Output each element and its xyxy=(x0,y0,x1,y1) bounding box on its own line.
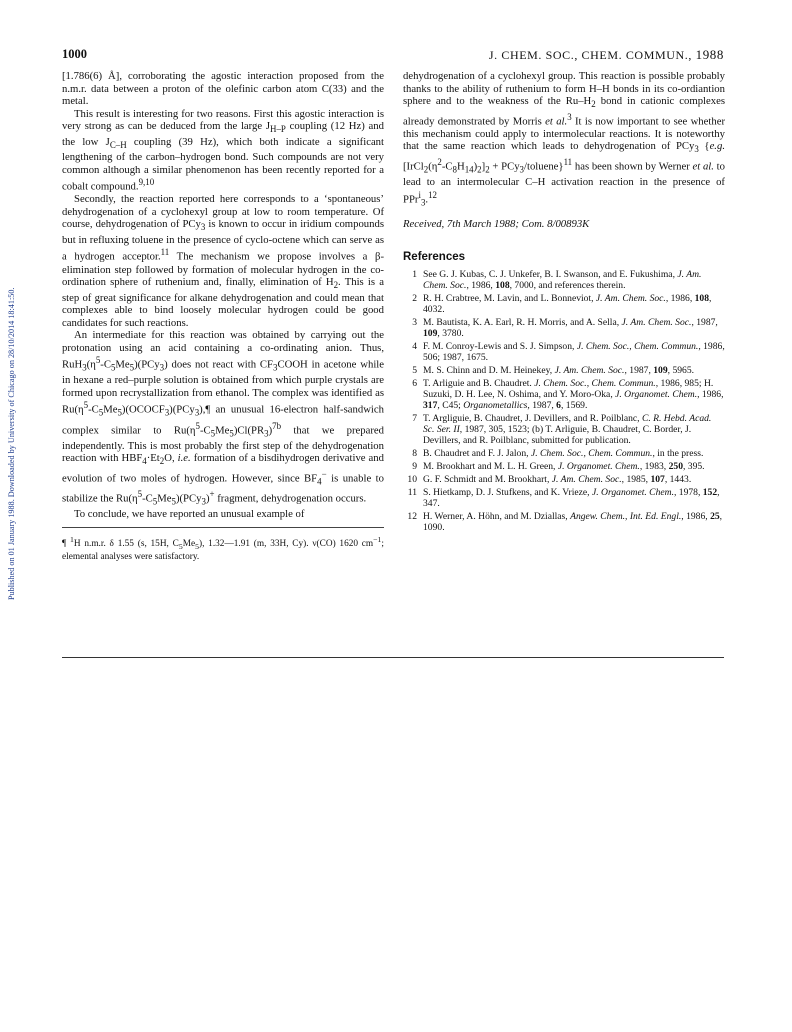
reference-number: 1 xyxy=(412,268,417,280)
reference-item xyxy=(403,317,725,339)
reference-text: B. Chaudret and F. J. Jalon, J. Chem. Soc., Chem. Commun., in the press. xyxy=(423,447,704,459)
reference-text: F. M. Conroy-Lewis and S. J. Simpson, J. Chem. Soc., Chem. Commun., 1986, 506; 1987, 1675. xyxy=(423,340,725,363)
reference-number: 5 xyxy=(412,364,417,376)
reference-number: 11 xyxy=(407,486,417,498)
reference-number: 8 xyxy=(412,447,417,459)
received-line: Received, 7th March 1988; Com. 8/00893K xyxy=(403,217,590,230)
paragraph: An intermediate for this reaction was obtained by carrying out the protonation using an acid containing a co-ordinating anion. Thus, $RuH_3(\eta^5-C_5Me_5)(PCy_3)$ does not react with $CF_3COOH$ in acetone while in hexane a red–purple solution is obtained from which purple crystals are formed upon recrystallization from ethanol. The complex was identified as $Ru(\eta^5-C_5Me_5)(OCOCF_3)(PCy_3),\P$ an unusual 16-electron half-sandwich complex similar to $Ru(\eta^5-C_5Me_5)Cl(PR_3)^{7b}$ that we prepared independently. This is most probably the first step of the dehydrogenation reaction with $HBF_4\cdot Et_2O$, i.e. formation of a bisdihydrogen derivative and evolution of two moles of hydrogen. However, since $BF_4^-$ is unable to stabilize the $Ru(\eta^5-C_5Me_5)(PCy_3)^+$ fragment, dehydrogenation occurs. xyxy=(62,329,385,507)
footnote-divider xyxy=(62,527,384,528)
reference-text: T. Argliguie, B. Chaudret, J. Devillers, and R. Poilblanc, C. R. Hebd. Acad. Sc. Ser. II, 1987, 305, 1523; (b) T. Arliguie, B. Chaudret, C. Border, J. Devillers, and R. Poilblanc, submitted for publication. xyxy=(423,412,712,446)
reference-number: 6 xyxy=(412,377,417,389)
reference-item xyxy=(403,365,725,376)
reference-number: 2 xyxy=(412,292,417,304)
reference-text: S. Hietkamp, D. J. Stufkens, and K. Vrieze, J. Organomet. Chem., 1978, 152, 347. xyxy=(423,486,720,509)
paragraph: [1.786(6) Å], corroborating the agostic interaction proposed from the n.m.r. data between a proton of the olefinic carbon atom C(33) and the metal. xyxy=(62,70,384,107)
reference-text: G. F. Schmidt and M. Brookhart, J. Am. Chem. Soc., 1985, 107, 1443. xyxy=(423,473,692,485)
reference-item xyxy=(403,269,725,291)
references-heading: References xyxy=(403,251,466,264)
reference-number: 3 xyxy=(412,316,417,328)
reference-number: 7 xyxy=(412,412,417,424)
paragraph: This result is interesting for two reasons. First this agostic interaction is very strong as can be deduced from the large $J_{H-P}$ coupling (12 Hz) and the low $J_{C-H}$ coupling (39 Hz), which both indicate a significant lengthening of the carbon–hydrogen bond. Such compounds are not very common although a similar phenomenon has been recently reported for a cobalt compound.$^{9,10}$ xyxy=(62,107,384,193)
footnote: ¶ $^1$H n.m.r. δ 1.55 (s, 15H, $C_5Me_5$), 1.32—1.91 (m, 33H, Cy). ν(CO) 1620 $cm^{-1}$; elemental analyses were satisfactory. xyxy=(62,534,384,562)
reference-text: R. H. Crabtree, M. Lavin, and L. Bonneviot, J. Am. Chem. Soc., 1986, 108, 4032. xyxy=(423,292,712,315)
reference-text: M. Brookhart and M. L. H. Green, J. Organomet. Chem., 1983, 250, 395. xyxy=(423,460,705,472)
journal-year: 1988 xyxy=(695,47,724,62)
bottom-divider xyxy=(62,657,724,658)
reference-item xyxy=(403,511,725,533)
reference-text: M. S. Chinn and D. M. Heinekey, J. Am. Chem. Soc., 1987, 109, 5965. xyxy=(423,364,695,376)
right-column xyxy=(403,70,725,535)
reference-number: 9 xyxy=(412,460,417,472)
paragraph: To conclude, we have reported an unusual example of xyxy=(74,508,305,521)
reference-text: See G. J. Kubas, C. J. Unkefer, B. I. Swanson, and E. Fukushima, J. Am. Chem. Soc., 1986, 108, 7000, and references therein. xyxy=(423,268,702,291)
reference-text: T. Arliguie and B. Chaudret. J. Chem. Soc., Chem. Commun., 1986, 985; H. Suzuki, D. H. Lee, N. Oshima, and Y. Moro-Oka, J. Organomet. Chem., 1986, 317, C45; Organometallics, 1987, 6, 1569. xyxy=(423,377,724,411)
references-list xyxy=(403,269,725,533)
reference-item xyxy=(403,487,725,509)
journal-name: J. CHEM. SOC., CHEM. COMMUN., xyxy=(488,48,692,62)
reference-number: 10 xyxy=(407,473,417,485)
page-number: 1000 xyxy=(62,47,87,61)
reference-item xyxy=(403,413,725,446)
reference-text: H. Werner, A. Höhn, and M. Dziallas, Angew. Chem., Int. Ed. Engl., 1986, 25, 1090. xyxy=(423,510,723,533)
reference-item xyxy=(403,293,725,315)
reference-item xyxy=(403,341,725,363)
paragraph: dehydrogenation of a cyclohexyl group. This reaction is possible probably thanks to the ability of ruthenium to form H–H bonds in its co-ordiantion sphere and to the weakness of the $Ru-H_2$ bond in cationic complexes already demonstrated by Morris et al.$^3$ It is now important to see whether this mechanism could apply to intermolecular reactions. It is noteworthy that the same reaction which leads to dehydrogenation of PCy$_3$ {e.g. $[IrCl_2(\eta^2-C_8H_{14})_2]_2$ + PCy$_3$/toluene}$^{11}$ has been shown by Werner et al. to lead to an intermolecular C–H activation reaction in the presence of PPr$^i_3$.$^{12}$ xyxy=(403,70,726,208)
reference-number: 12 xyxy=(407,510,417,522)
paragraph: Secondly, the reaction reported here corresponds to a ‘spontaneous’ dehydrogenation of a cyclohexyl group at low to room temperature. Of course, dehydrogenation of PCy$_3$ is known to occur in iridium compounds but in refluxing toluene in the presence of cyclo-octene which can serve as a hydrogen acceptor.$^{11}$ The mechanism we propose involves a β-elimination step followed by formation of molecular hydrogen in the co-ordination sphere of ruthenium and, finally, elimination of $H_2$. This is a step of great significance for alkane dehydrogenation and could mean that complexes able to bind loosely molecular hydrogen could be good candidates for such reactions. xyxy=(62,193,384,329)
reference-text: M. Bautista, K. A. Earl, R. H. Morris, and A. Sella, J. Am. Chem. Soc., 1987, 109, 3780. xyxy=(423,316,718,339)
running-header xyxy=(489,47,724,63)
reference-item xyxy=(403,378,725,411)
reference-item xyxy=(403,461,725,472)
reference-number: 4 xyxy=(412,340,417,352)
provenance-watermark: Published on 01 January 1988. Downloaded by University of Chicago on 28/10/2014 18:41:50. xyxy=(7,287,16,600)
reference-item xyxy=(403,448,725,459)
reference-item xyxy=(403,474,725,485)
left-column xyxy=(62,70,384,563)
